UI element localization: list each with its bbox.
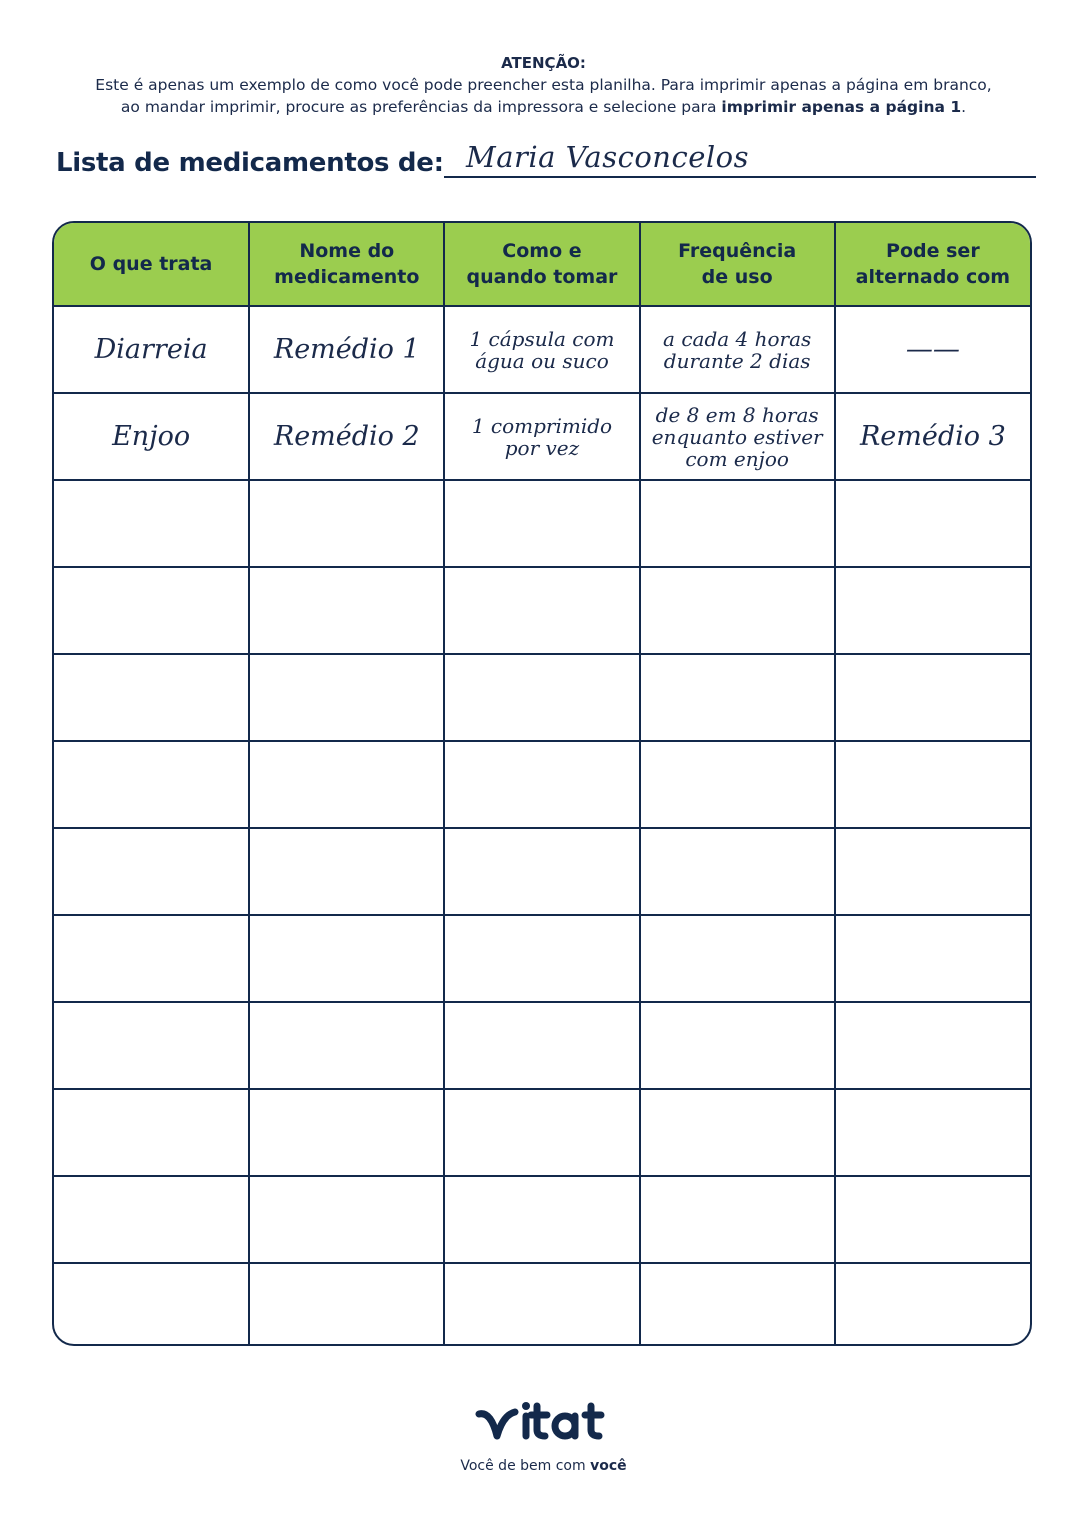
cell-alternate-with[interactable]: Remédio 3 bbox=[835, 393, 1030, 480]
cell-alternate-with[interactable] bbox=[835, 1089, 1030, 1176]
cell-how-when[interactable] bbox=[444, 1089, 639, 1176]
cell-alternate-with[interactable] bbox=[835, 567, 1030, 654]
cell-how-when[interactable] bbox=[444, 1002, 639, 1089]
cell-frequency[interactable] bbox=[640, 828, 835, 915]
cell-frequency[interactable] bbox=[640, 567, 835, 654]
cell-medication-name[interactable] bbox=[249, 741, 444, 828]
cell-what-treats[interactable] bbox=[54, 654, 249, 741]
cell-frequency[interactable] bbox=[640, 1002, 835, 1089]
cell-frequency[interactable] bbox=[640, 915, 835, 1002]
table-row bbox=[54, 828, 1030, 915]
cell-frequency[interactable] bbox=[640, 480, 835, 567]
cell-alternate-with[interactable] bbox=[835, 1002, 1030, 1089]
notice-line-1: Este é apenas um exemplo de como você pode preencher esta planilha. Para imprimir apenas a página em branco, bbox=[95, 76, 992, 94]
cell-what-treats[interactable] bbox=[54, 567, 249, 654]
cell-medication-name[interactable] bbox=[249, 1089, 444, 1176]
cell-medication-name[interactable]: Remédio 2 bbox=[249, 393, 444, 480]
header-alternate-with: Pode ser alternado com bbox=[835, 223, 1030, 306]
table-row bbox=[54, 480, 1030, 567]
cell-frequency[interactable] bbox=[640, 654, 835, 741]
cell-what-treats[interactable] bbox=[54, 1263, 249, 1346]
table-row bbox=[54, 567, 1030, 654]
cell-how-when[interactable] bbox=[444, 915, 639, 1002]
cell-medication-name[interactable] bbox=[249, 567, 444, 654]
cell-how-when[interactable] bbox=[444, 741, 639, 828]
vitat-logo bbox=[0, 1400, 1087, 1446]
cell-frequency[interactable] bbox=[640, 1089, 835, 1176]
table-row bbox=[54, 654, 1030, 741]
cell-how-when[interactable] bbox=[444, 480, 639, 567]
cell-medication-name[interactable] bbox=[249, 1176, 444, 1263]
table-row bbox=[54, 1176, 1030, 1263]
notice-line-2 bbox=[0, 96, 1087, 118]
cell-what-treats[interactable] bbox=[54, 1089, 249, 1176]
cell-medication-name[interactable] bbox=[249, 915, 444, 1002]
cell-alternate-with[interactable] bbox=[835, 828, 1030, 915]
cell-frequency[interactable] bbox=[640, 741, 835, 828]
owner-underline bbox=[444, 176, 1036, 178]
brand-tagline bbox=[0, 1458, 1087, 1474]
cell-alternate-with[interactable] bbox=[835, 480, 1030, 567]
notice-title: ATENÇÃO: bbox=[501, 54, 586, 72]
cell-what-treats[interactable]: Diarreia bbox=[54, 306, 249, 393]
tagline-start: Você de bem com bbox=[460, 1458, 591, 1474]
cell-alternate-with[interactable] bbox=[835, 654, 1030, 741]
cell-medication-name[interactable] bbox=[249, 1263, 444, 1346]
cell-what-treats[interactable] bbox=[54, 1002, 249, 1089]
notice-line-2-bold: imprimir apenas a página 1 bbox=[721, 98, 962, 116]
header-how-when: Como e quando tomar bbox=[444, 223, 639, 306]
medication-table-frame bbox=[52, 221, 1032, 1346]
attention-notice bbox=[0, 52, 1087, 118]
table-row bbox=[54, 915, 1030, 1002]
table-header-row bbox=[54, 223, 1030, 306]
header-what-treats: O que trata bbox=[54, 223, 249, 306]
cell-medication-name[interactable] bbox=[249, 1002, 444, 1089]
cell-alternate-with[interactable] bbox=[835, 915, 1030, 1002]
table-row bbox=[54, 1263, 1030, 1346]
table-row bbox=[54, 1089, 1030, 1176]
table-row bbox=[54, 1002, 1030, 1089]
notice-line-2-start: ao mandar imprimir, procure as preferências da impressora e selecione para bbox=[120, 98, 722, 116]
table-row bbox=[54, 393, 1030, 480]
cell-how-when[interactable] bbox=[444, 654, 639, 741]
cell-how-when[interactable] bbox=[444, 1176, 639, 1263]
header-frequency: Frequência de uso bbox=[640, 223, 835, 306]
cell-medication-name[interactable] bbox=[249, 654, 444, 741]
cell-what-treats[interactable] bbox=[54, 741, 249, 828]
cell-medication-name[interactable] bbox=[249, 828, 444, 915]
cell-frequency[interactable]: de 8 em 8 horas enquanto estiver com enjoo bbox=[640, 393, 835, 480]
cell-what-treats[interactable] bbox=[54, 828, 249, 915]
cell-how-when[interactable] bbox=[444, 567, 639, 654]
cell-how-when[interactable]: 1 cápsula com água ou suco bbox=[444, 306, 639, 393]
table-row bbox=[54, 306, 1030, 393]
vitat-logo-mark bbox=[473, 1400, 615, 1442]
cell-medication-name[interactable]: Remédio 1 bbox=[249, 306, 444, 393]
header-medication-name: Nome do medicamento bbox=[249, 223, 444, 306]
cell-how-when[interactable] bbox=[444, 828, 639, 915]
cell-frequency[interactable] bbox=[640, 1263, 835, 1346]
cell-frequency[interactable]: a cada 4 horas durante 2 dias bbox=[640, 306, 835, 393]
cell-how-when[interactable]: 1 comprimido por vez bbox=[444, 393, 639, 480]
notice-line-2-end: . bbox=[961, 98, 967, 116]
cell-alternate-with[interactable] bbox=[835, 1176, 1030, 1263]
cell-medication-name[interactable] bbox=[249, 480, 444, 567]
table-row bbox=[54, 741, 1030, 828]
cell-what-treats[interactable]: Enjoo bbox=[54, 393, 249, 480]
cell-alternate-with[interactable] bbox=[835, 741, 1030, 828]
tagline-bold: você bbox=[590, 1458, 627, 1474]
medication-table bbox=[54, 223, 1030, 1346]
cell-how-when[interactable] bbox=[444, 1263, 639, 1346]
cell-frequency[interactable] bbox=[640, 1176, 835, 1263]
owner-name-field[interactable]: Maria Vasconcelos bbox=[466, 140, 749, 174]
owner-label: Lista de medicamentos de: bbox=[56, 148, 444, 178]
cell-what-treats[interactable] bbox=[54, 915, 249, 1002]
cell-alternate-with[interactable] bbox=[835, 1263, 1030, 1346]
cell-what-treats[interactable] bbox=[54, 480, 249, 567]
cell-what-treats[interactable] bbox=[54, 1176, 249, 1263]
cell-alternate-with[interactable]: —— bbox=[835, 306, 1030, 393]
